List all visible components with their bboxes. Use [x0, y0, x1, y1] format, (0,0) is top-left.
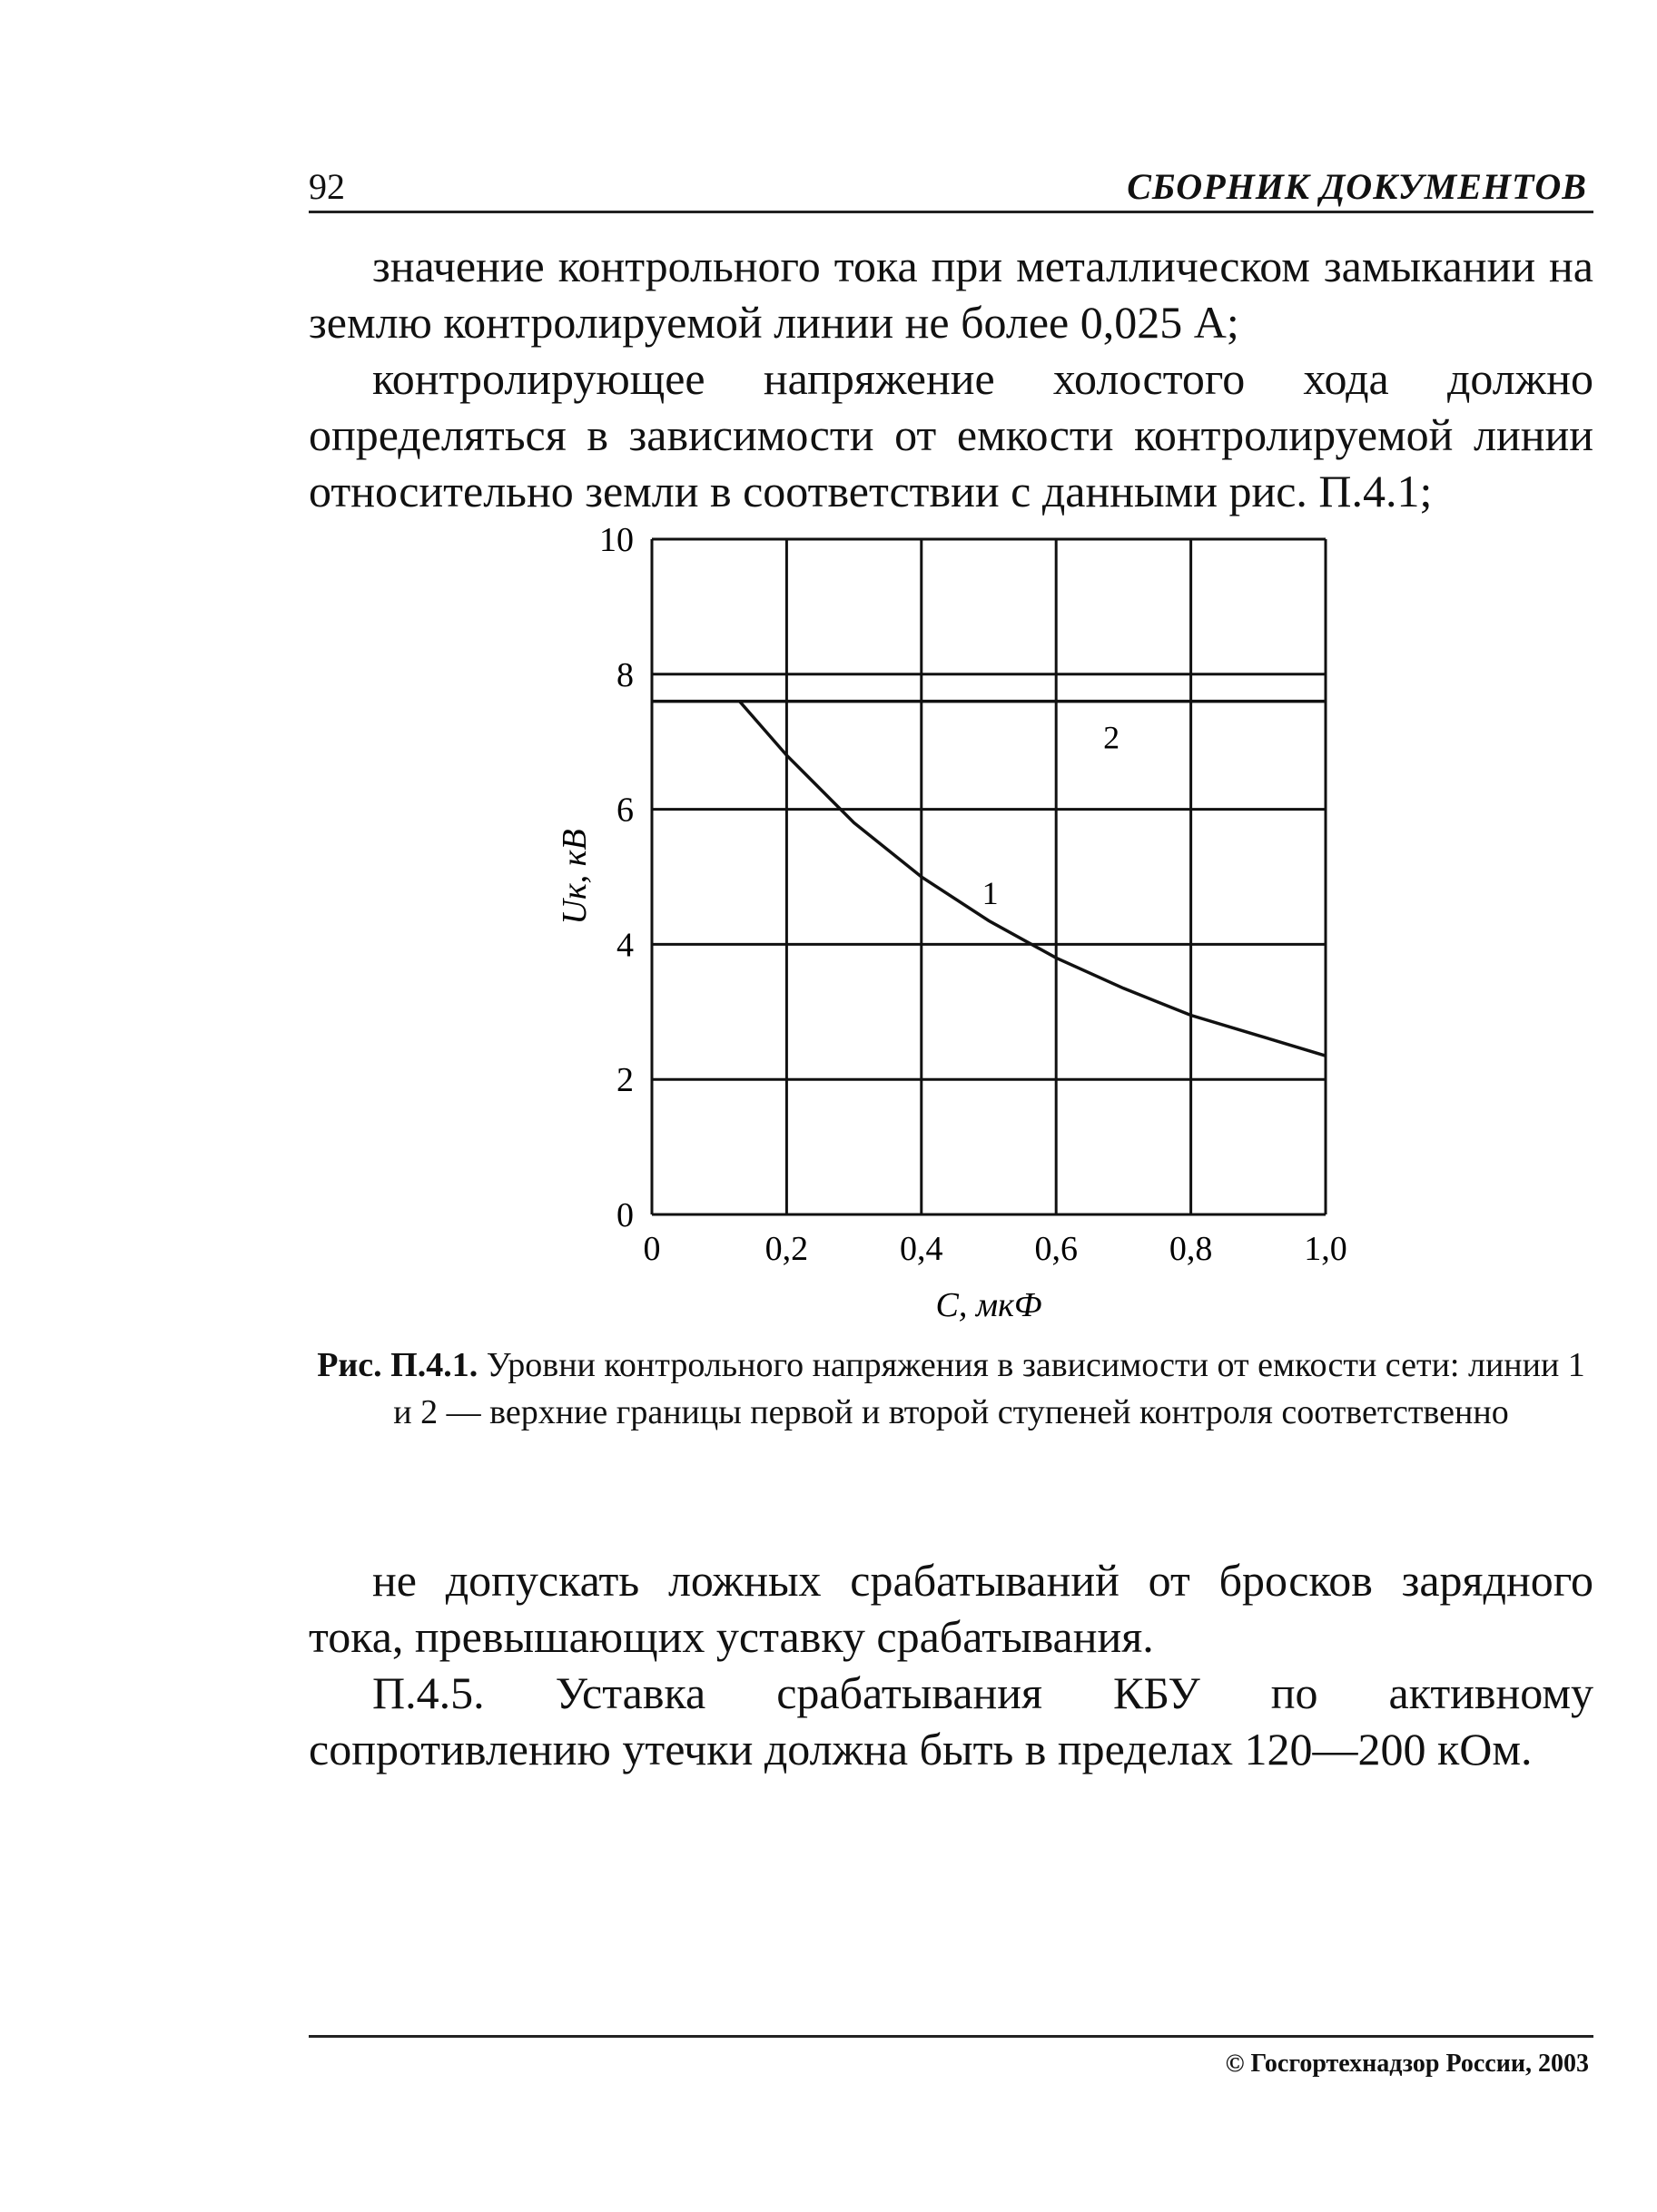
y-tick-label: 8	[616, 655, 634, 694]
body-text-top	[309, 238, 1593, 519]
x-tick-label: 0,4	[900, 1230, 943, 1268]
body-text-bottom	[309, 1552, 1593, 1777]
y-tick-label: 6	[616, 791, 634, 830]
header-rule	[309, 211, 1593, 213]
figure-caption	[309, 1342, 1593, 1436]
running-title: СБОРНИК ДОКУМЕНТОВ	[1127, 166, 1587, 207]
y-tick-label: 4	[616, 926, 634, 965]
page-number: 92	[309, 166, 345, 207]
paragraph-4: П.4.5. Уставка срабатывания КБУ по активному сопротивлению утечки должна быть в пределах 120—200 кОм.	[309, 1667, 1593, 1775]
footer-copyright: © Госгортехнадзор России, 2003	[1225, 2050, 1589, 2078]
x-tick-label: 0,2	[764, 1230, 809, 1268]
series-2-label: 2	[1103, 719, 1120, 756]
voltage-capacitance-chart	[527, 521, 1362, 1329]
caption-text: Уровни контрольного напряжения в зависимости от емкости сети: линии 1 и 2 — верхние границы первой и второй ступеней контроля соответственно	[393, 1346, 1585, 1431]
x-tick-labels	[644, 1230, 1347, 1268]
y-tick-label: 2	[616, 1061, 634, 1100]
x-tick-label: 0,8	[1169, 1230, 1213, 1268]
y-tick-label: 10	[599, 521, 634, 559]
paragraph-3: не допускать ложных срабатываний от бросков зарядного тока, превышающих уставку срабатывания.	[309, 1555, 1593, 1662]
series-1-line	[740, 702, 1327, 1057]
caption-label: Рис. П.4.1.	[317, 1346, 478, 1384]
y-tick-labels	[599, 521, 634, 1234]
paragraph-1: значение контрольного тока при металлическом замыкании на землю контролируемой линии не более 0,025 А;	[309, 241, 1593, 348]
x-axis-label: C, мкФ	[935, 1286, 1042, 1324]
x-tick-label: 0	[643, 1230, 661, 1268]
paragraph-2: контролирующее напряжение холостого хода должно определяться в зависимости от емкости контролируемой линии относительно земли в соответствии с данными рис. П.4.1;	[309, 353, 1593, 516]
series-1-label: 1	[981, 874, 999, 911]
y-axis-label: Uк, кВ	[556, 829, 594, 925]
y-tick-label: 0	[616, 1196, 634, 1234]
x-tick-label: 1,0	[1304, 1230, 1347, 1268]
x-tick-label: 0,6	[1034, 1230, 1078, 1268]
footer-rule	[309, 2035, 1593, 2038]
